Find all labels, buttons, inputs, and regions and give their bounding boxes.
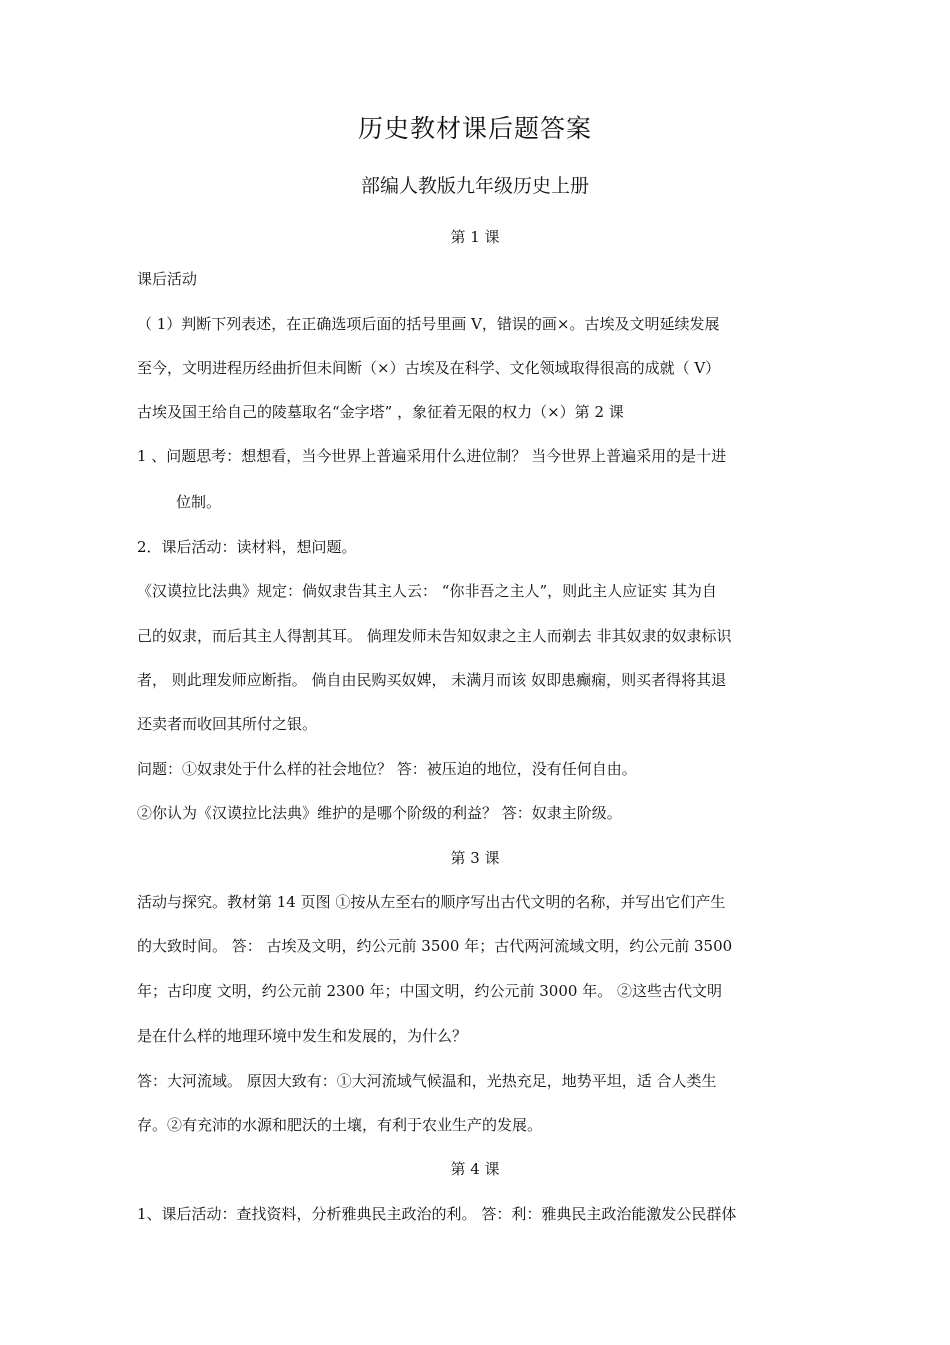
paragraph-line: 还卖者而收回其所付之银。 [137, 715, 318, 733]
question-line: ②你认为《汉谟拉比法典》维护的是哪个阶级的利益？ 答：奴隶主阶级。 [137, 804, 622, 822]
paragraph-line: 《汉谟拉比法典》规定：倘奴隶告其主人云： “你非吾之主人”，则此主人应证实 其为自 [137, 582, 717, 600]
section-heading: 课后活动 [137, 270, 198, 288]
paragraph-line: 古埃及国王给自己的陵墓取名“金字塔” ，象征着无限的权力（×）第 2 课 [137, 403, 624, 421]
lesson-4-heading: 第 4 课 [450, 1160, 500, 1178]
question-line: 问题：①奴隶处于什么样的社会地位？ 答：被压迫的地位，没有任何自由。 [137, 760, 637, 778]
lesson-3-heading: 第 3 课 [450, 849, 500, 867]
paragraph-line: 至今，文明进程历经曲折但未间断（×）古埃及在科学、文化领域取得很高的成就（ V） [137, 359, 721, 377]
paragraph-line: 答：大河流域。 原因大致有：①大河流域气候温和，光热充足，地势平坦，适 合人类生 [137, 1072, 717, 1090]
paragraph-line: 年；古印度 文明，约公元前 2300 年；中国文明，约公元前 3000 年。 ②这些古代文明 [137, 982, 722, 1000]
paragraph-line: 是在什么样的地理环境中发生和发展的，为什么？ [137, 1027, 468, 1045]
document-title: 历史教材课后题答案 [357, 114, 592, 143]
document-subtitle: 部编人教版九年级历史上册 [360, 175, 589, 197]
lesson-1-heading: 第 1 课 [450, 228, 500, 246]
paragraph-line: 者， 则此理发师应断指。 倘自由民购买奴婢， 未满月而该 奴即患癫痫，则买者得将其退 [137, 671, 727, 689]
paragraph-line: 存。②有充沛的水源和肥沃的土壤，有利于农业生产的发展。 [137, 1116, 543, 1134]
paragraph-line: 己的奴隶，而后其主人得割其耳。 倘理发师未告知奴隶之主人而剃去 非其奴隶的奴隶标识 [137, 627, 732, 645]
paragraph-line: 的大致时间。 答： 古埃及文明，约公元前 3500 年；古代两河流域文明，约公元前 3500 [137, 937, 733, 955]
paragraph-line: （ 1）判断下列表述，在正确选项后面的括号里画 V，错误的画×。古埃及文明延续发展 [137, 315, 720, 333]
paragraph-line: 2．课后活动：读材料，想问题。 [137, 538, 357, 556]
paragraph-line: 1、课后活动：查找资料，分析雅典民主政治的利。 答：利：雅典民主政治能激发公民群体 [137, 1205, 737, 1223]
paragraph-line: 活动与探究。教材第 14 页图 ①按从左至右的顺序写出古代文明的名称，并写出它们产生 [137, 893, 726, 911]
paragraph-line: 1 、问题思考：想想看，当今世界上普遍采用什么进位制？ 当今世界上普遍采用的是十进 [137, 447, 727, 465]
paragraph-line: 位制。 [176, 493, 222, 511]
